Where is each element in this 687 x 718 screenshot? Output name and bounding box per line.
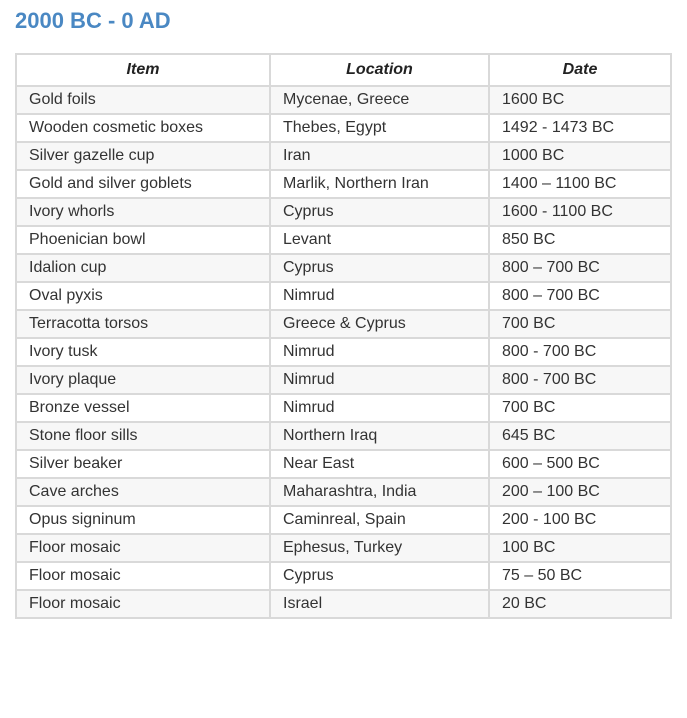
cell-item: Ivory tusk <box>16 338 270 366</box>
cell-item: Oval pyxis <box>16 282 270 310</box>
cell-item: Cave arches <box>16 478 270 506</box>
table-row <box>16 198 671 226</box>
cell-location: Nimrud <box>270 394 489 422</box>
cell-date: 700 BC <box>489 394 671 422</box>
cell-date: 75 – 50 BC <box>489 562 671 590</box>
table-row <box>16 506 671 534</box>
column-header-item: Item <box>16 54 270 86</box>
cell-item: Gold foils <box>16 86 270 114</box>
table-row <box>16 366 671 394</box>
cell-item: Silver gazelle cup <box>16 142 270 170</box>
cell-location: Nimrud <box>270 338 489 366</box>
cell-item: Floor mosaic <box>16 534 270 562</box>
cell-location: Near East <box>270 450 489 478</box>
cell-item: Ivory plaque <box>16 366 270 394</box>
cell-item: Terracotta torsos <box>16 310 270 338</box>
cell-location: Cyprus <box>270 254 489 282</box>
table-row <box>16 450 671 478</box>
page-title: 2000 BC - 0 AD <box>15 8 171 33</box>
cell-location: Nimrud <box>270 366 489 394</box>
table-row <box>16 142 671 170</box>
table-row <box>16 86 671 114</box>
cell-item: Wooden cosmetic boxes <box>16 114 270 142</box>
header-row <box>16 54 671 86</box>
cell-date: 1492 - 1473 BC <box>489 114 671 142</box>
cell-date: 20 BC <box>489 590 671 618</box>
cell-location: Ephesus, Turkey <box>270 534 489 562</box>
cell-date: 800 - 700 BC <box>489 338 671 366</box>
table-row <box>16 394 671 422</box>
cell-date: 800 – 700 BC <box>489 254 671 282</box>
column-header-date: Date <box>489 54 671 86</box>
cell-location: Levant <box>270 226 489 254</box>
table-row <box>16 422 671 450</box>
table-row <box>16 170 671 198</box>
timeline-table <box>15 53 672 619</box>
cell-location: Cyprus <box>270 198 489 226</box>
cell-item: Phoenician bowl <box>16 226 270 254</box>
cell-location: Caminreal, Spain <box>270 506 489 534</box>
cell-item: Floor mosaic <box>16 590 270 618</box>
cell-date: 850 BC <box>489 226 671 254</box>
cell-item: Opus signinum <box>16 506 270 534</box>
table-row <box>16 310 671 338</box>
cell-location: Maharashtra, India <box>270 478 489 506</box>
cell-date: 100 BC <box>489 534 671 562</box>
cell-date: 700 BC <box>489 310 671 338</box>
cell-date: 1600 BC <box>489 86 671 114</box>
cell-item: Silver beaker <box>16 450 270 478</box>
cell-date: 200 – 100 BC <box>489 478 671 506</box>
table-body <box>16 86 671 618</box>
cell-item: Gold and silver goblets <box>16 170 270 198</box>
cell-date: 800 – 700 BC <box>489 282 671 310</box>
table-header <box>16 54 671 86</box>
table-row <box>16 254 671 282</box>
cell-location: Iran <box>270 142 489 170</box>
column-header-location: Location <box>270 54 489 86</box>
cell-item: Floor mosaic <box>16 562 270 590</box>
cell-location: Thebes, Egypt <box>270 114 489 142</box>
cell-location: Israel <box>270 590 489 618</box>
cell-date: 600 – 500 BC <box>489 450 671 478</box>
cell-date: 1400 – 1100 BC <box>489 170 671 198</box>
cell-location: Greece & Cyprus <box>270 310 489 338</box>
cell-date: 645 BC <box>489 422 671 450</box>
table-row <box>16 478 671 506</box>
cell-location: Cyprus <box>270 562 489 590</box>
table-row <box>16 282 671 310</box>
cell-date: 1000 BC <box>489 142 671 170</box>
cell-date: 200 - 100 BC <box>489 506 671 534</box>
table-row <box>16 562 671 590</box>
cell-item: Idalion cup <box>16 254 270 282</box>
cell-item: Stone floor sills <box>16 422 270 450</box>
cell-location: Northern Iraq <box>270 422 489 450</box>
cell-date: 1600 - 1100 BC <box>489 198 671 226</box>
table-row <box>16 338 671 366</box>
cell-item: Bronze vessel <box>16 394 270 422</box>
table-row <box>16 226 671 254</box>
cell-location: Mycenae, Greece <box>270 86 489 114</box>
table-row <box>16 114 671 142</box>
table-row <box>16 534 671 562</box>
table-row <box>16 590 671 618</box>
cell-location: Marlik, Northern Iran <box>270 170 489 198</box>
cell-location: Nimrud <box>270 282 489 310</box>
cell-date: 800 - 700 BC <box>489 366 671 394</box>
cell-item: Ivory whorls <box>16 198 270 226</box>
